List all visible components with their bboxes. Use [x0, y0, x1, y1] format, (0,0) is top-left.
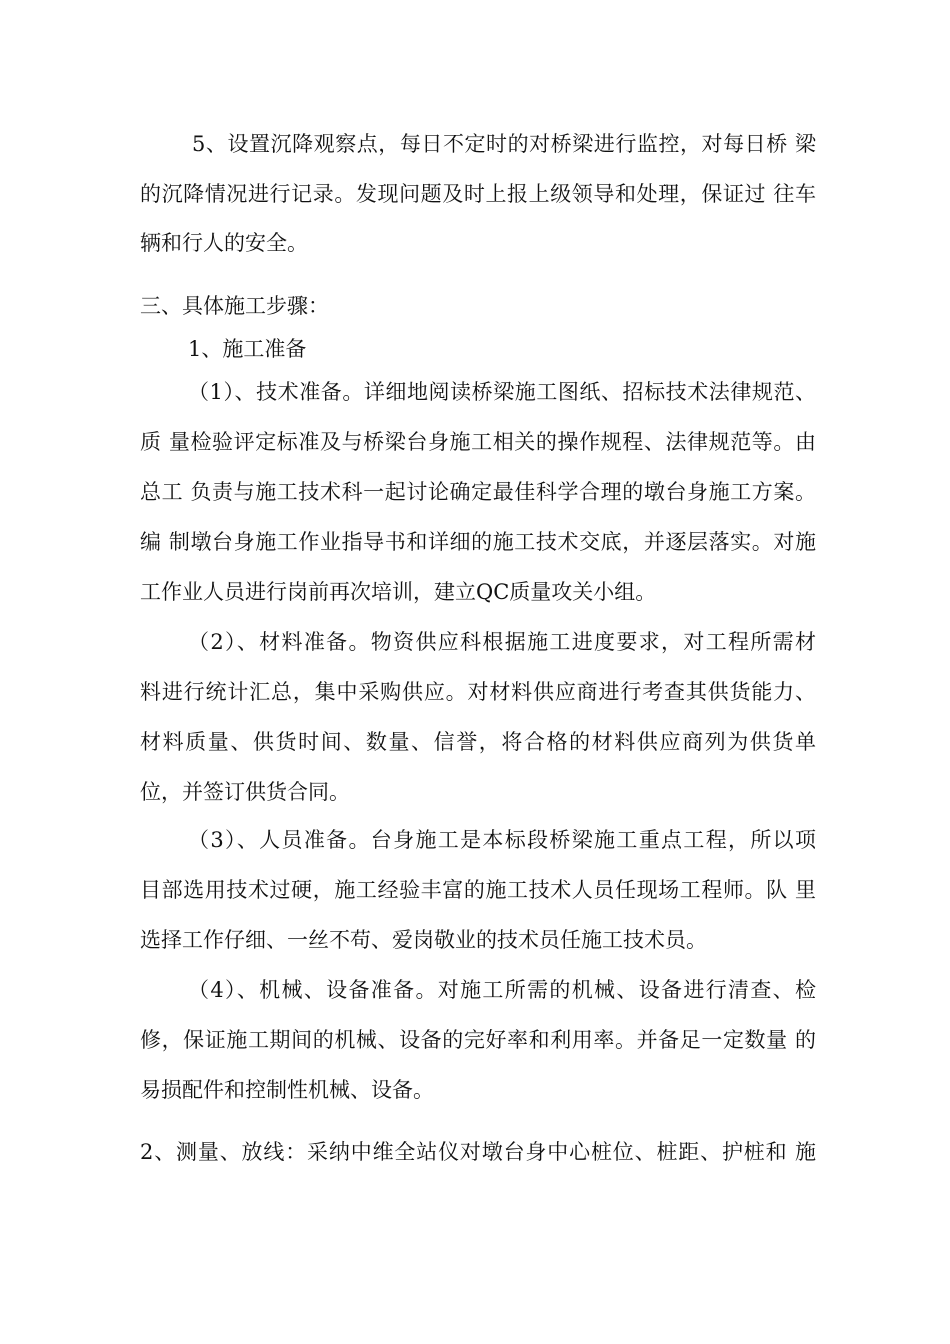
paragraph-line: 修，保证施工期间的机械、设备的完好率和利用率。并备足一定数量 的 — [140, 1028, 816, 1052]
paragraph-line: （3）、人员准备。台身施工是本标段桥梁施工重点工程，所以项 — [188, 828, 816, 852]
paragraph-line: 选择工作仔细、一丝不苟、爱岗敬业的技术员任施工技术员。 — [140, 928, 707, 952]
paragraph-line: 编 制墩台身施工作业指导书和详细的施工技术交底，并逐层落实。对施 — [140, 530, 816, 554]
paragraph-line: 目部选用技术过硬，施工经验丰富的施工技术人员任现场工程师。队 里 — [140, 878, 816, 902]
paragraph-line: 辆和行人的安全。 — [140, 231, 308, 255]
paragraph-line: 位，并签订供货合同。 — [140, 780, 350, 804]
paragraph-line: 材料质量、供货时间、数量、信誉，将合格的材料供应商列为供货单 — [140, 730, 816, 754]
paragraph-line: （4）、机械、设备准备。对施工所需的机械、设备进行清查、检 — [188, 978, 816, 1002]
paragraph-line: 2、测量、放线：采纳中维全站仪对墩台身中心桩位、桩距、护桩和 施 — [140, 1140, 816, 1164]
paragraph-line: （2）、材料准备。物资供应科根据施工进度要求，对工程所需材 — [188, 630, 816, 654]
paragraph-line: 总工 负责与施工技术科一起讨论确定最佳科学合理的墩台身施工方案。 — [140, 480, 816, 504]
paragraph-line: （1）、技术准备。详细地阅读桥梁施工图纸、招标技术法律规范、 — [188, 380, 816, 404]
paragraph-line: 的沉降情况进行记录。发现问题及时上报上级领导和处理，保证过 往车 — [140, 182, 816, 206]
paragraph-line: 料进行统计汇总，集中采购供应。对材料供应商进行考查其供货能力、 — [140, 680, 816, 704]
paragraph-line: 质 量检验评定标准及与桥梁台身施工相关的操作规程、法律规范等。由 — [140, 430, 816, 454]
subsection-heading: 1、施工准备 — [188, 337, 307, 361]
paragraph-line: 易损配件和控制性机械、设备。 — [140, 1078, 434, 1102]
paragraph-line: 5、设置沉降观察点，每日不定时的对桥梁进行监控，对每日桥 梁 — [192, 132, 816, 156]
section-heading: 三、具体施工步骤： — [140, 294, 329, 318]
paragraph-line: 工作业人员进行岗前再次培训，建立QC质量攻关小组。 — [140, 580, 657, 604]
